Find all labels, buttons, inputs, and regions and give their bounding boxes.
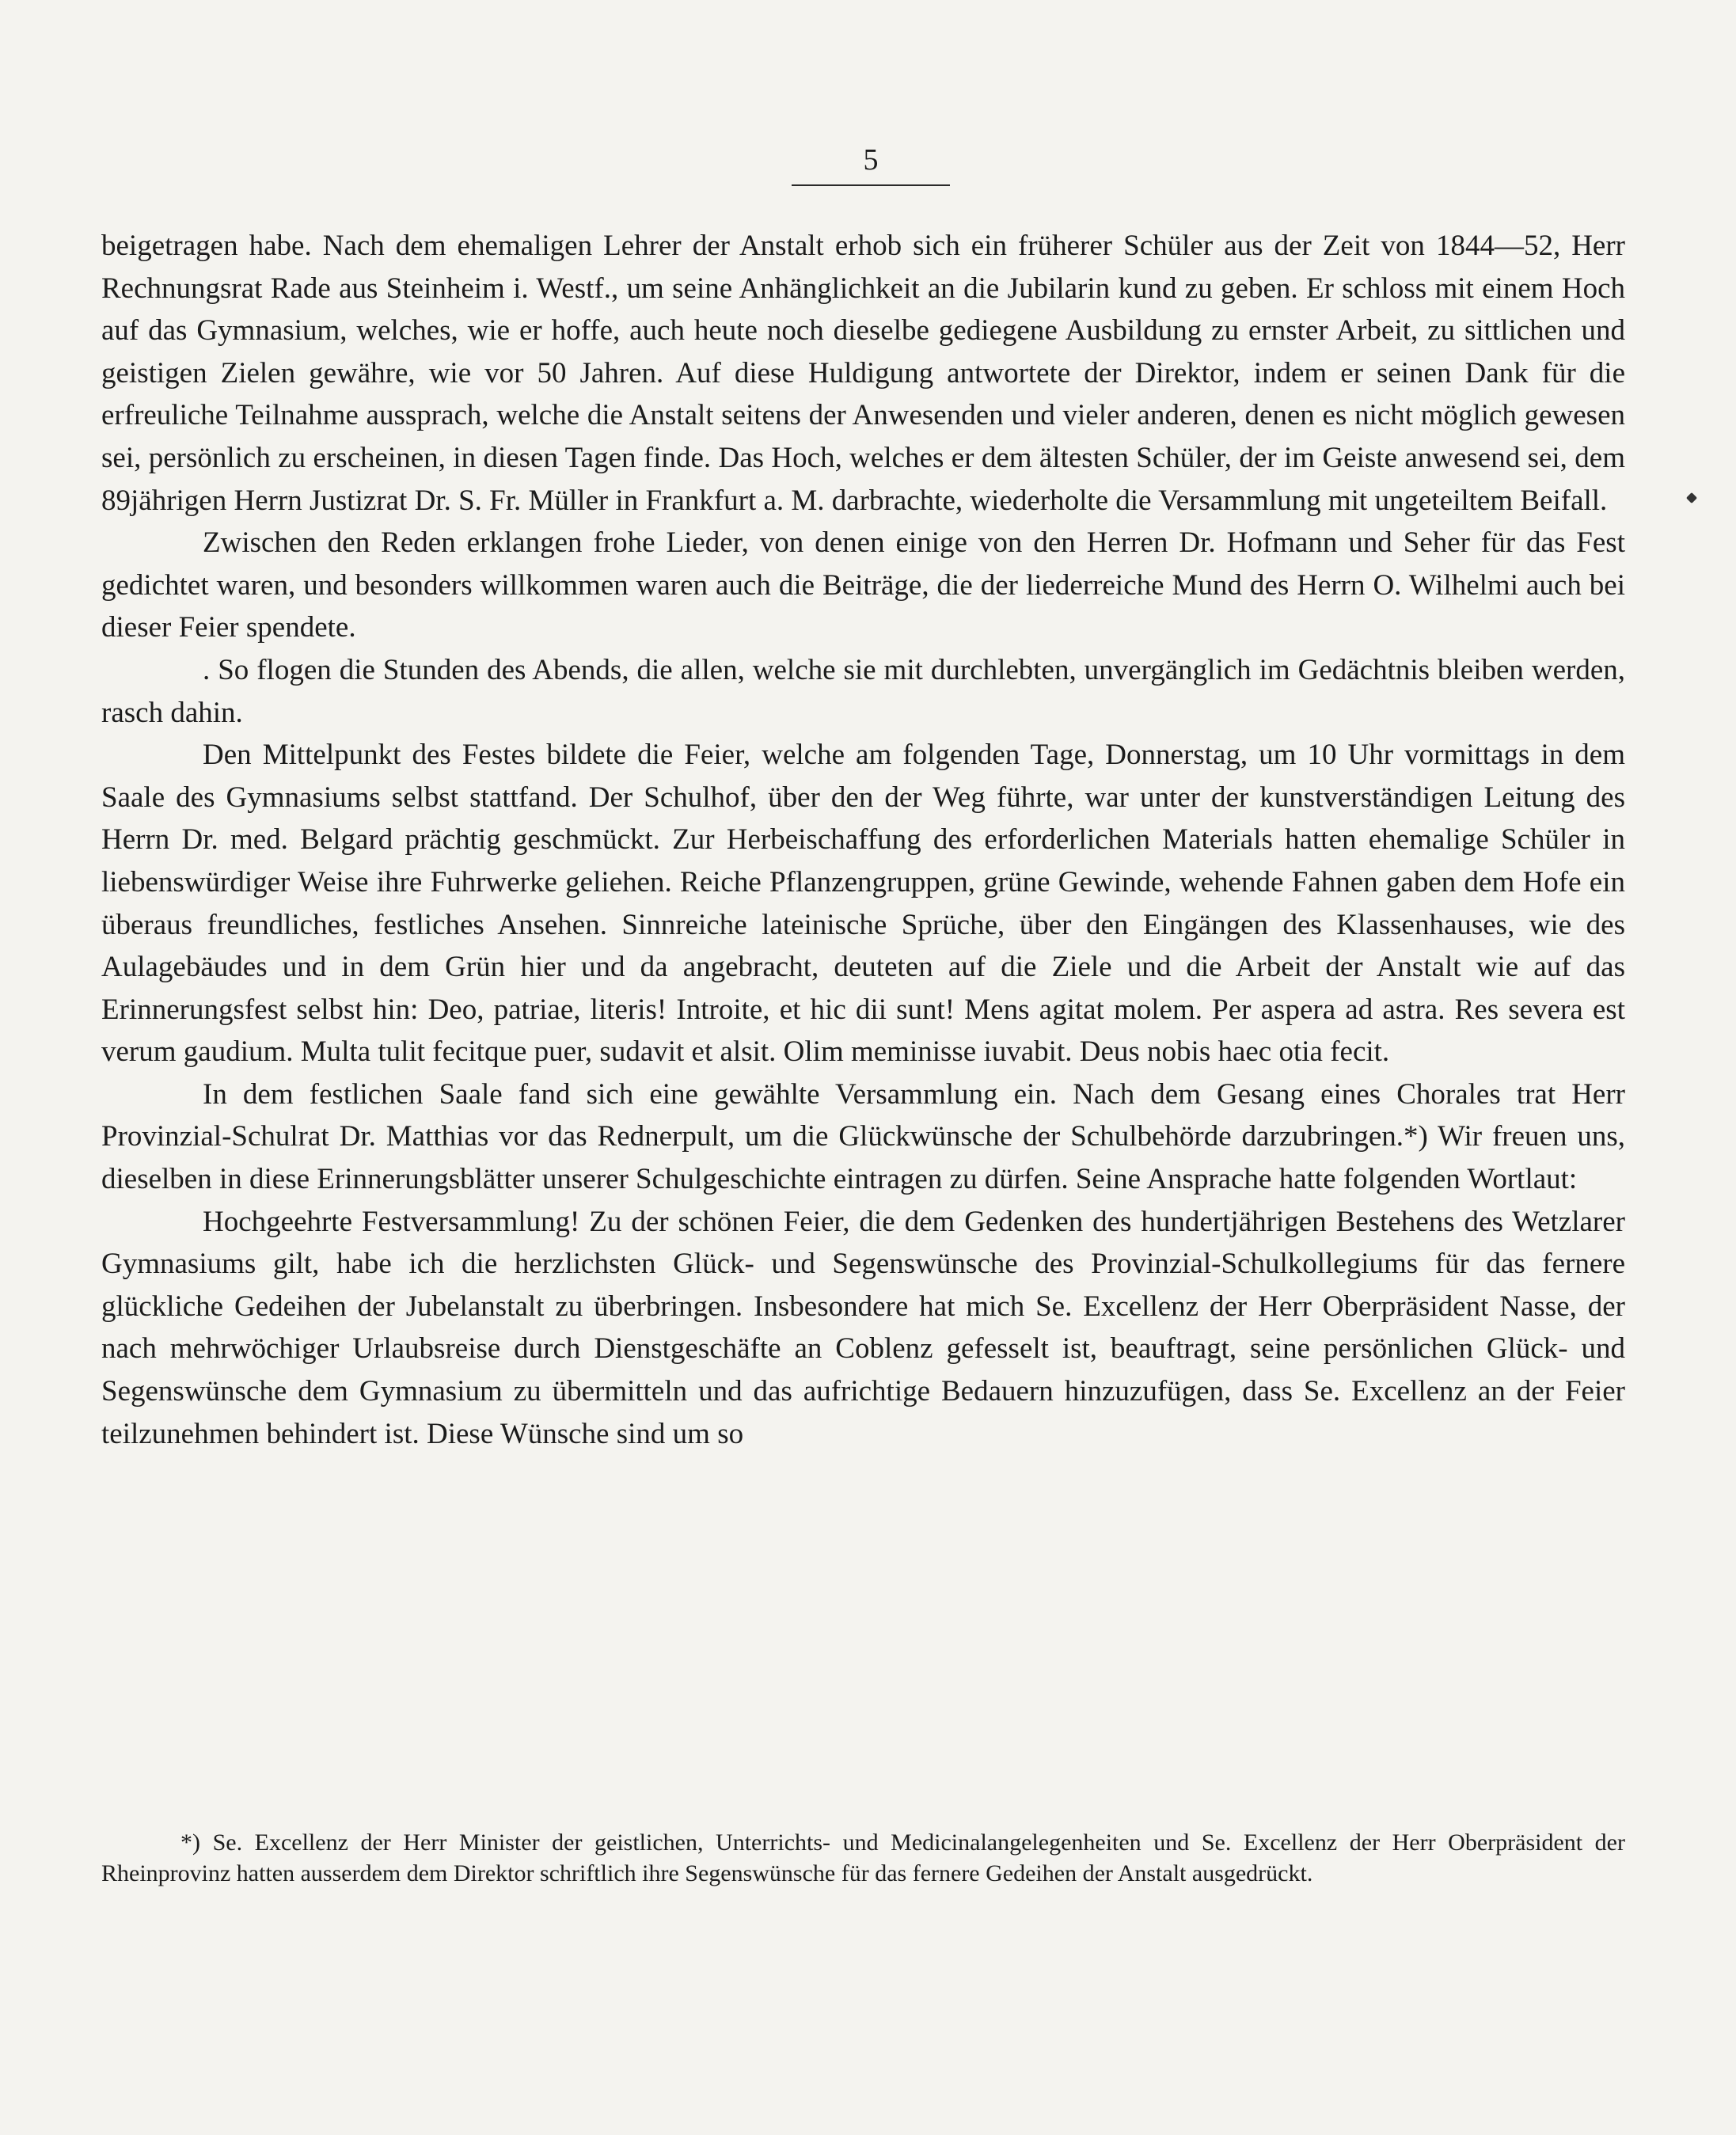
paragraph: Den Mittelpunkt des Festes bildete die Feier, welche am folgenden Tage, Donnerstag, um 10 Uhr vormittags in dem Saale des Gymnasiums selbst stattfand. Der Schulhof, über den der Weg führte, war unter der kunstverständigen Leitung des Herrn Dr. med. Belgard prächtig geschmückt. Zur Herbeischaffung des erforderlichen Materials hatten ehemalige Schüler in liebenswürdiger Weise ihre Fuhrwerke geliehen. Reiche Pflanzengruppen, grüne Gewinde, wehende Fahnen gaben dem Hofe ein überaus freundliches, festliches Ansehen. Sinnreiche lateinische Sprüche, über den Eingängen des Klassenhauses, wie des Aulagebäudes und in dem Grün hier und da angebracht, deuteten auf die Ziele und die Arbeit der Anstalt wie auf das Erinnerungsfest selbst hin: Deo, patriae, literis! Introite, et hic dii sunt! Mens agitat molem. Per aspera ad astra. Res severa est verum gaudium. Multa tulit fecitque puer, sudavit et alsit. Olim meminisse iuvabit. Deus nobis haec otia fecit. [101,739,1625,1069]
paragraph: Hochgeehrte Festversammlung! Zu der schönen Feier, die dem Gedenken des hundertjährigen Bestehens des Wetzlarer Gymnasiums gilt, habe ich die herzlichsten Glück- und Segenswünsche des Provinzial-Schulkollegiums für das fernere glückliche Gedeihen der Jubelanstalt zu überbringen. Insbesondere hat mich Se. Excellenz der Herr Oberpräsident Nasse, der nach mehrwöchiger Urlaubsreise durch Dienstgeschäfte an Coblenz gefesselt ist, beauftragt, seine persönlichen Glück- und Segenswünsche dem Gymnasium zu übermitteln und das aufrichtige Bedauern hinzuzufügen, dass Se. Excellenz an der Feier teilzunehmen behindert ist. Diese Wünsche sind um so [101,1205,1625,1450]
ink-spot [1686,492,1697,503]
paragraph: . So flogen die Stunden des Abends, die allen, welche sie mit durchlebten, unvergänglich im Gedächtnis bleiben werden, rasch dahin. [101,653,1625,729]
page-number: 5 [863,143,879,177]
page-number-rule [792,184,950,186]
body-text [101,225,1625,1455]
paragraph: In dem festlichen Saale fand sich eine gewählte Versammlung ein. Nach dem Gesang eines Chorales trat Herr Provinzial-Schulrat Dr. Matthias vor das Rednerpult, um die Glückwünsche der Schulbehörde darzubringen.*) Wir freuen uns, dieselben in diese Erinnerungsblätter unserer Schulgeschichte eintragen zu dürfen. Seine Ansprache hatte folgenden Wortlaut: [101,1077,1625,1196]
paragraph: beigetragen habe. Nach dem ehemaligen Lehrer der Anstalt erhob sich ein früherer Schüler aus der Zeit von 1844—52, Herr Rechnungsrat Rade aus Steinheim i. Westf., um seine Anhänglichkeit an die Jubilarin kund zu geben. Er schloss mit einem Hoch auf das Gymnasium, welches, wie er hoffe, auch heute noch dieselbe gediegene Ausbildung zu ernster Arbeit, zu sittlichen und geistigen Zielen gewähre, wie vor 50 Jahren. Auf diese Huldigung antwortete der Direktor, indem er seinen Dank für die erfreuliche Teilnahme aussprach, welche die Anstalt seitens der Anwesenden und vieler anderen, denen es nicht möglich gewesen sei, persönlich zu erscheinen, in diesen Tagen finde. Das Hoch, welches er dem ältesten Schüler, der im Geiste anwesend sei, dem 89jährigen Herrn Justizrat Dr. S. Fr. Müller in Frankfurt a. M. darbrachte, wiederholte die Versammlung mit ungeteiltem Beifall. [101,230,1625,517]
paragraph: Zwischen den Reden erklangen frohe Lieder, von denen einige von den Herren Dr. Hofmann und Seher für das Fest gedichtet waren, und besonders willkommen waren auch die Beiträge, die der liederreiche Mund des Herrn O. Wilhelmi auch bei dieser Feier spendete. [101,526,1625,644]
footnote: *) Se. Excellenz der Herr Minister der geistlichen, Unterrichts- und Medicinalangelegenheiten und Se. Excellenz der Herr Oberpräsident der Rheinprovinz hatten ausserdem dem Direktor schriftlich ihre Segenswünsche für das fernere Gedeihen der Anstalt ausgedrückt. [101,1829,1625,1886]
